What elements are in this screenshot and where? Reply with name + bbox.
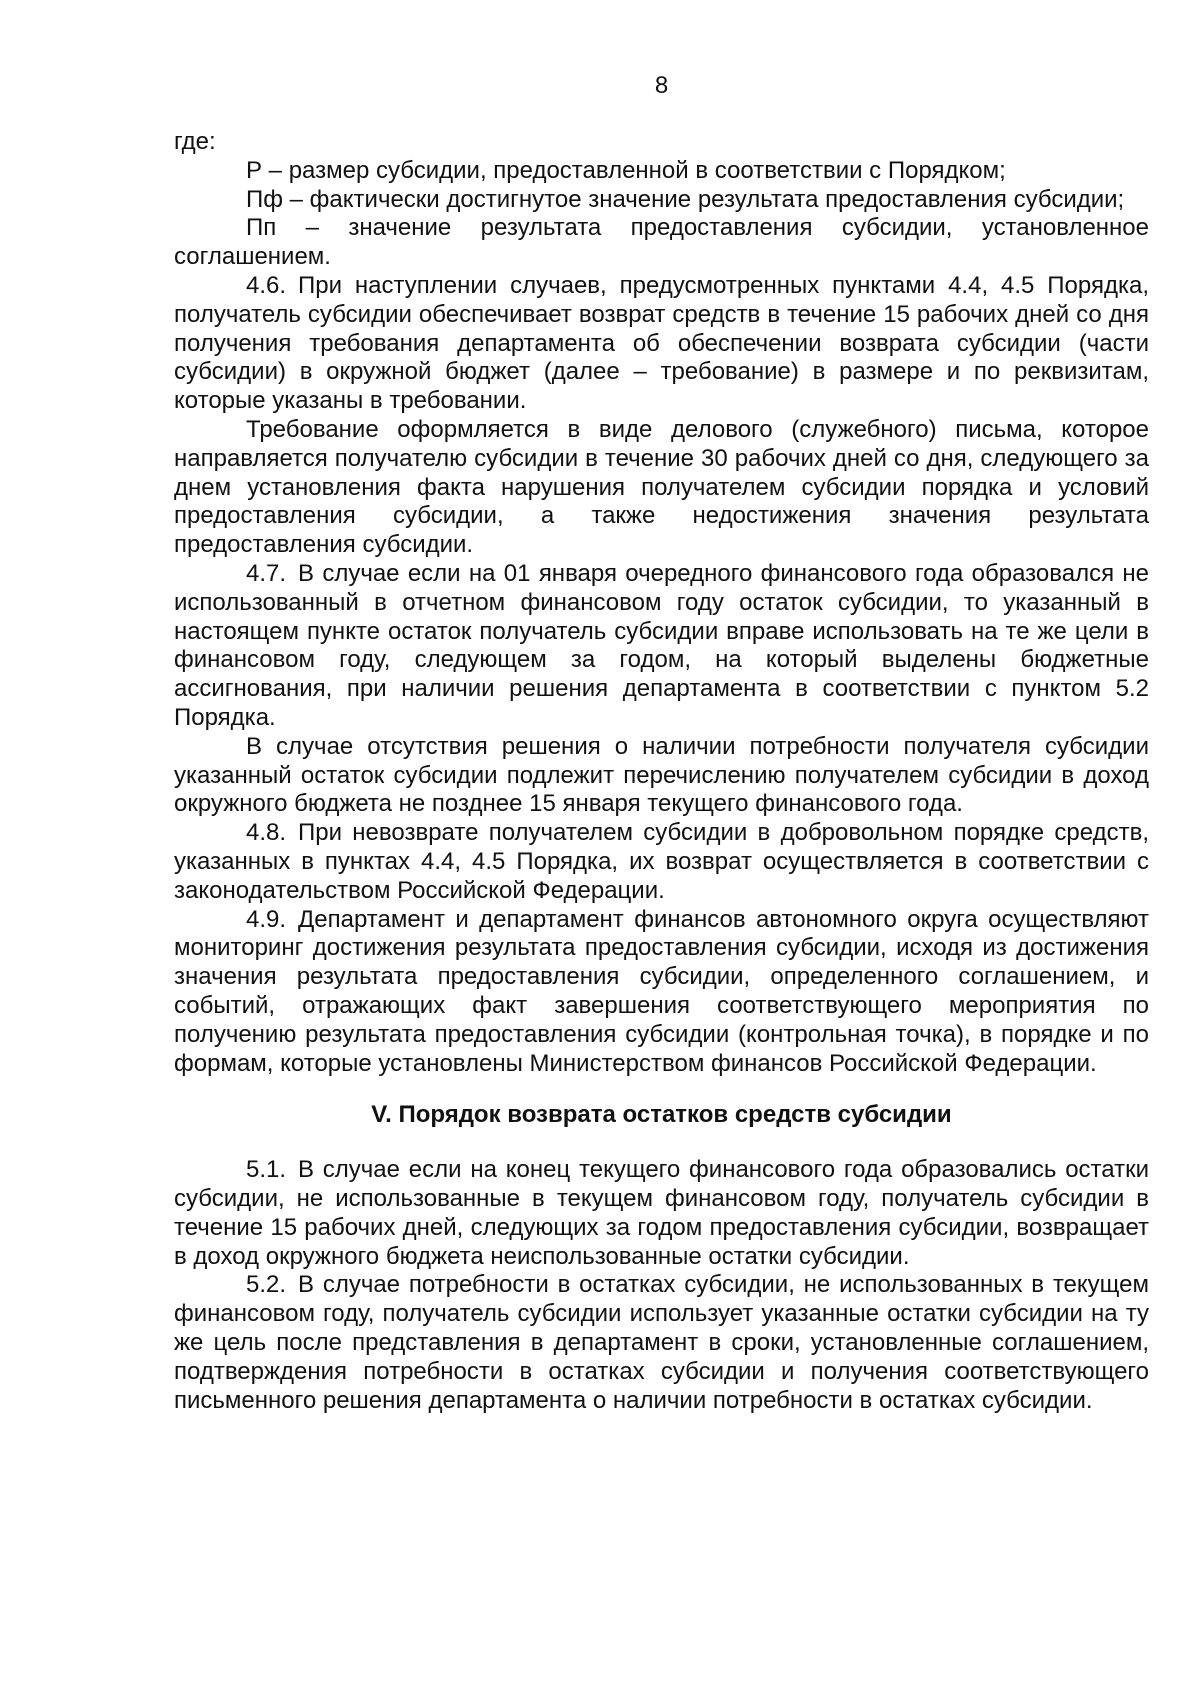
clause-number: 4.8. [246,819,287,847]
clause-text: В случае если на 01 января очередного финансового года образовался не использованный в отчетном финансовом году остаток субсидии, то указанный в настоящем пункте остаток получатель субсидии вправе использовать на те же цели в финансовом году, следующем за годом, на который выделены бюджетные ассигнования, при наличии решения департамента в соответствии с пунктом 5.2 Порядка. [174,559,1149,731]
clause-4-6-cont [174,416,1149,560]
clause-text: В случае потребности в остатках субсидии, не использованных в текущем финансовом году, получатель субсидии использует указанные остатки субсидии на ту же цель после представления в департамент в сроки, установленные соглашением, подтверждения потребности в остатках субсидии и получения соответствующего письменного решения департамента о наличии потребности в остатках субсидии. [174,1271,1149,1414]
clause-number: 5.2. [246,1271,287,1299]
clause-text: В случае отсутствия решения о наличии потребности получателя субсидии указанный остаток субсидии подлежит перечислению получателем субсидии в доход окружного бюджета не позднее 15 января текущего финансового года. [174,732,1149,818]
clause-number: 4.9. [246,905,287,933]
page-number: 8 [654,72,669,99]
clause-4-7-cont [174,733,1149,819]
definition-pp: Пп – значение результата предоставления субсидии, установленное соглашением. [174,214,1149,271]
intro-text: где: [174,128,216,155]
document-body [174,128,1149,1415]
definition-pf: Пф – фактически достигнутое значение результата предоставления субсидии; [246,185,1125,213]
section-5-heading: V. Порядок возврата остатков средств субсидии [371,1101,952,1129]
clause-text: Требование оформляется в виде делового (служебного) письма, которое направляется получателю субсидии в течение 30 рабочих дней со дня, следующего за днем установления факта нарушения получателем субсидии порядка и условий предоставления субсидии, а также недостижения значения результата предоставления субсидии. [174,415,1149,559]
clause-4-7 [174,560,1149,733]
clause-number: 4.6. [246,271,287,299]
clause-number: 5.1. [246,1156,287,1184]
clause-4-6 [174,272,1149,416]
clause-text: При наступлении случаев, предусмотренных пунктами 4.4, 4.5 Порядка, получатель субсидии обеспечивает возврат средств в течение 15 рабочих дней со дня получения требования департамента об обеспечении возврата субсидии (части субсидии) в окружной бюджет (далее – требование) в размере и по реквизитам, которые указаны в требовании. [174,271,1149,415]
clause-4-8 [174,819,1149,905]
clause-5-2 [174,1271,1149,1415]
clause-number: 4.7. [246,559,287,587]
clause-5-1 [174,1156,1149,1271]
definition-p: Р – размер субсидии, предоставленной в соответствии с Порядком; [246,156,1006,184]
clause-4-9 [174,906,1149,1079]
clause-text: В случае если на конец текущего финансового года образовались остатки субсидии, не использованные в текущем финансовом году, получатель субсидии в течение 15 рабочих дней, следующих за годом предоставления субсидии, возвращает в доход окружного бюджета неиспользованные остатки субсидии. [174,1156,1149,1270]
clause-text: При невозврате получателем субсидии в добровольном порядке средств, указанных в пунктах 4.4, 4.5 Порядка, их возврат осуществляется в соответствии с законодательством Российской Федерации. [174,819,1149,904]
clause-text: Департамент и департамент финансов автономного округа осуществляют мониторинг достижения результата предоставления субсидии, исходя из достижения значения результата предоставления субсидии, определенного соглашением, и событий, отражающих факт завершения соответствующего мероприятия по получению результата предоставления субсидии (контрольная точка), в порядке и по формам, которые установлены Министерством финансов Российской Федерации. [174,905,1149,1077]
